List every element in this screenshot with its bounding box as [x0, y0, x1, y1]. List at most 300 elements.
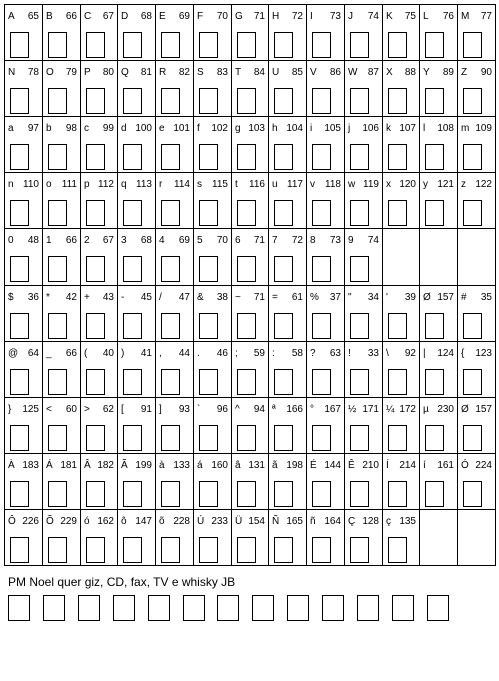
glyph-box: [388, 313, 407, 339]
glyph-char: 7: [272, 235, 278, 246]
glyph-cell: [43, 286, 81, 342]
glyph-code: 79: [65, 67, 77, 78]
glyph-code: 40: [102, 348, 114, 359]
glyph-label: [121, 515, 152, 528]
glyph-label: [121, 234, 152, 247]
glyph-code: 38: [216, 292, 228, 303]
glyph-label: [8, 66, 39, 79]
glyph-code: 101: [173, 123, 190, 134]
glyph-code: 66: [65, 348, 77, 359]
glyph-box: [123, 256, 142, 282]
glyph-char: t: [235, 179, 238, 190]
glyph-char: @: [8, 348, 19, 359]
glyph-cell: [307, 510, 345, 566]
glyph-code: 230: [437, 404, 454, 415]
glyph-label: [461, 66, 492, 79]
glyph-code: 131: [248, 460, 265, 471]
glyph-code: 61: [291, 292, 303, 303]
glyph-code: 34: [367, 292, 379, 303]
glyph-code: 70: [216, 235, 228, 246]
glyph-cell: [118, 5, 156, 61]
glyph-box: [86, 32, 105, 58]
glyph-char: l: [423, 123, 426, 134]
glyph-cell: [383, 5, 420, 61]
glyph-char: O: [46, 67, 54, 78]
glyph-cell: [232, 117, 269, 173]
glyph-box: [199, 369, 218, 395]
glyph-box: [10, 200, 29, 226]
glyph-code: 82: [178, 67, 190, 78]
glyph-label: [46, 515, 77, 528]
glyph-label: [235, 347, 265, 360]
glyph-cell: [307, 342, 345, 398]
glyph-label: [423, 403, 454, 416]
glyph-char: +: [84, 292, 90, 303]
glyph-label: [8, 291, 39, 304]
glyph-label: [197, 347, 228, 360]
glyph-box: [274, 369, 293, 395]
glyph-label: [272, 291, 303, 304]
glyph-code: 210: [362, 460, 379, 471]
glyph-box: [161, 200, 180, 226]
glyph-code: 198: [286, 460, 303, 471]
glyph-code: 63: [329, 348, 341, 359]
glyph-char: É: [310, 460, 317, 471]
glyph-box: [237, 200, 256, 226]
glyph-code: 181: [60, 460, 77, 471]
glyph-char: p: [84, 179, 90, 190]
glyph-char: 5: [197, 235, 203, 246]
glyph-cell: [307, 61, 345, 117]
glyph-box: [123, 88, 142, 114]
glyph-code: 64: [27, 348, 39, 359]
glyph-char: s: [197, 179, 202, 190]
glyph-cell: [118, 117, 156, 173]
glyph-label: [8, 10, 39, 23]
glyph-label: [46, 66, 77, 79]
glyph-code: 171: [362, 404, 379, 415]
glyph-label: [348, 291, 379, 304]
glyph-box: [463, 88, 482, 114]
glyph-code: 71: [253, 292, 265, 303]
glyph-char: ': [386, 292, 388, 303]
glyph-code: 147: [135, 516, 152, 527]
glyph-label: [386, 10, 416, 23]
glyph-code: 70: [216, 11, 228, 22]
glyph-box: [312, 369, 331, 395]
glyph-code: 60: [65, 404, 77, 415]
glyph-cell: [420, 173, 458, 229]
glyph-label: [348, 515, 379, 528]
glyph-cell: [232, 5, 269, 61]
glyph-code: 36: [27, 292, 39, 303]
glyph-code: 96: [216, 404, 228, 415]
glyph-code: 226: [22, 516, 39, 527]
glyph-label: [235, 178, 265, 191]
glyph-box: [48, 313, 67, 339]
glyph-label: [197, 66, 228, 79]
glyph-code: 97: [27, 123, 39, 134]
glyph-char: a: [8, 123, 14, 134]
glyph-box: [86, 537, 105, 563]
glyph-cell: [420, 117, 458, 173]
glyph-code: 71: [253, 11, 265, 22]
glyph-box: [274, 200, 293, 226]
glyph-box: [237, 256, 256, 282]
glyph-box: [48, 256, 67, 282]
glyph-cell: [345, 342, 383, 398]
glyph-char: !: [348, 348, 351, 359]
glyph-box: [10, 481, 29, 507]
glyph-box: [463, 200, 482, 226]
glyph-char: À: [8, 460, 15, 471]
glyph-label: [235, 122, 265, 135]
glyph-char: 3: [121, 235, 127, 246]
glyph-cell: [458, 5, 496, 61]
glyph-label: [121, 10, 152, 23]
glyph-box: [237, 32, 256, 58]
glyph-char: Ã: [121, 460, 128, 471]
glyph-box: [86, 200, 105, 226]
sample-box: [392, 595, 414, 621]
glyph-label: [159, 178, 190, 191]
glyph-char: K: [386, 11, 393, 22]
glyph-label: [46, 234, 77, 247]
glyph-label: [310, 459, 341, 472]
glyph-box: [86, 481, 105, 507]
glyph-cell: [458, 229, 496, 286]
glyph-code: 83: [216, 67, 228, 78]
glyph-label: [46, 291, 77, 304]
glyph-label: [461, 403, 492, 416]
glyph-char: y: [423, 179, 428, 190]
glyph-char: 6: [235, 235, 241, 246]
glyph-box: [199, 313, 218, 339]
glyph-box: [463, 425, 482, 451]
glyph-code: 72: [291, 11, 303, 22]
glyph-box: [161, 537, 180, 563]
glyph-label: [461, 178, 492, 191]
glyph-label: [159, 347, 190, 360]
glyph-box: [274, 537, 293, 563]
glyph-code: 182: [97, 460, 114, 471]
glyph-cell: [194, 342, 232, 398]
glyph-code: 73: [329, 11, 341, 22]
glyph-label: [84, 403, 114, 416]
glyph-box: [312, 200, 331, 226]
glyph-char: ,: [159, 348, 162, 359]
glyph-box: [161, 144, 180, 170]
glyph-box: [350, 313, 369, 339]
glyph-label: [84, 515, 114, 528]
glyph-cell: [420, 61, 458, 117]
glyph-code: 112: [98, 179, 114, 190]
glyph-cell: [420, 5, 458, 61]
glyph-label: [386, 291, 416, 304]
glyph-char: ¼: [386, 404, 395, 415]
glyph-code: 93: [178, 404, 190, 415]
glyph-char: ]: [159, 404, 162, 415]
glyph-code: 73: [329, 235, 341, 246]
glyph-label: [461, 347, 492, 360]
glyph-cell: [194, 229, 232, 286]
glyph-char: ô: [121, 516, 127, 527]
glyph-cell: [5, 229, 43, 286]
glyph-code: 44: [178, 348, 190, 359]
glyph-code: 128: [362, 516, 379, 527]
glyph-char: k: [386, 123, 391, 134]
glyph-label: [159, 234, 190, 247]
glyph-cell: [458, 61, 496, 117]
glyph-char: 2: [84, 235, 90, 246]
glyph-cell: [307, 117, 345, 173]
glyph-label: [84, 291, 114, 304]
glyph-char: >: [84, 404, 90, 415]
glyph-box: [237, 537, 256, 563]
glyph-label: [310, 403, 341, 416]
glyph-box: [10, 425, 29, 451]
glyph-box: [312, 425, 331, 451]
glyph-label: [386, 347, 416, 360]
glyph-code: 233: [211, 516, 228, 527]
glyph-label: [235, 403, 265, 416]
glyph-code: 111: [61, 179, 77, 190]
glyph-code: 214: [399, 460, 416, 471]
glyph-char: í: [423, 460, 426, 471]
glyph-code: 224: [475, 460, 492, 471]
glyph-box: [10, 88, 29, 114]
glyph-char: r: [159, 179, 163, 190]
glyph-box: [237, 88, 256, 114]
glyph-label: [386, 178, 416, 191]
glyph-box: [199, 256, 218, 282]
glyph-cell: [232, 342, 269, 398]
glyph-label: [272, 234, 303, 247]
glyph-box: [123, 32, 142, 58]
glyph-char: ½: [348, 404, 357, 415]
glyph-char: G: [235, 11, 243, 22]
glyph-code: 122: [475, 179, 492, 190]
glyph-code: 59: [253, 348, 265, 359]
glyph-cell: [156, 454, 194, 510]
glyph-char: L: [423, 11, 429, 22]
glyph-label: [235, 66, 265, 79]
glyph-code: 66: [65, 11, 77, 22]
glyph-label: [159, 10, 190, 23]
glyph-label: [461, 122, 492, 135]
glyph-code: 166: [286, 404, 303, 415]
glyph-char: j: [348, 123, 351, 134]
glyph-cell: [458, 173, 496, 229]
glyph-code: 78: [27, 67, 39, 78]
glyph-box: [312, 32, 331, 58]
glyph-cell: [458, 117, 496, 173]
glyph-code: 75: [404, 11, 416, 22]
glyph-cell: [345, 229, 383, 286]
glyph-char: â: [235, 460, 241, 471]
glyph-label: [121, 403, 152, 416]
glyph-box: [350, 88, 369, 114]
glyph-label: [197, 122, 228, 135]
glyph-box: [350, 425, 369, 451]
glyph-char: °: [310, 404, 314, 415]
glyph-char: J: [348, 11, 353, 22]
glyph-label: [272, 66, 303, 79]
glyph-char: &: [197, 292, 204, 303]
glyph-cell: [345, 398, 383, 454]
glyph-label: [46, 347, 77, 360]
glyph-code: 35: [480, 292, 492, 303]
glyph-cell: [345, 286, 383, 342]
glyph-cell: [307, 229, 345, 286]
glyph-box: [123, 425, 142, 451]
glyph-code: 133: [173, 460, 190, 471]
glyph-label: [310, 66, 341, 79]
glyph-box: [274, 32, 293, 58]
glyph-char: i: [310, 123, 313, 134]
glyph-code: 85: [291, 67, 303, 78]
glyph-box: [312, 481, 331, 507]
glyph-code: 124: [437, 348, 454, 359]
glyph-label: [84, 459, 114, 472]
glyph-label: [310, 178, 341, 191]
glyph-char: h: [272, 123, 278, 134]
glyph-label: [348, 10, 379, 23]
glyph-code: 157: [475, 404, 492, 415]
glyph-char: n: [8, 179, 14, 190]
glyph-char: -: [121, 292, 125, 303]
glyph-label: [310, 234, 341, 247]
glyph-cell: [118, 342, 156, 398]
glyph-box: [237, 425, 256, 451]
sample-box: [43, 595, 65, 621]
glyph-cell: [383, 510, 420, 566]
glyph-cell: [269, 398, 307, 454]
glyph-cell: [156, 510, 194, 566]
glyph-cell: [156, 61, 194, 117]
glyph-cell: [383, 229, 420, 286]
glyph-char: Ú: [197, 516, 205, 527]
glyph-char: C: [84, 11, 92, 22]
glyph-cell: [383, 454, 420, 510]
glyph-char: x: [386, 179, 391, 190]
glyph-label: [423, 122, 454, 135]
glyph-code: 110: [23, 179, 39, 190]
glyph-label: [121, 122, 152, 135]
glyph-cell: [118, 510, 156, 566]
glyph-cell: [118, 286, 156, 342]
glyph-cell: [307, 398, 345, 454]
glyph-char: d: [121, 123, 127, 134]
glyph-box: [388, 537, 407, 563]
glyph-box: [10, 256, 29, 282]
glyph-cell: [345, 5, 383, 61]
glyph-char: Ü: [235, 516, 243, 527]
glyph-char: q: [121, 179, 127, 190]
glyph-cell: [81, 229, 118, 286]
glyph-label: [159, 515, 190, 528]
glyph-cell: [194, 117, 232, 173]
glyph-label: [386, 515, 416, 528]
glyph-box: [463, 32, 482, 58]
glyph-box: [199, 88, 218, 114]
glyph-box: [161, 32, 180, 58]
glyph-label: [46, 122, 77, 135]
glyph-code: 116: [249, 179, 265, 190]
glyph-code: 77: [480, 11, 492, 22]
glyph-code: 72: [291, 235, 303, 246]
glyph-box: [388, 144, 407, 170]
glyph-box: [274, 88, 293, 114]
glyph-code: 47: [178, 292, 190, 303]
glyph-code: 43: [102, 292, 114, 303]
sample-box: [217, 595, 239, 621]
glyph-cell: [118, 61, 156, 117]
glyph-label: [348, 459, 379, 472]
glyph-cell: [156, 286, 194, 342]
glyph-box: [425, 200, 444, 226]
glyph-code: 42: [65, 292, 77, 303]
glyph-char: X: [386, 67, 393, 78]
glyph-box: [312, 88, 331, 114]
glyph-box: [10, 313, 29, 339]
glyph-cell: [269, 61, 307, 117]
glyph-cell: [345, 117, 383, 173]
glyph-cell: [81, 117, 118, 173]
glyph-box: [199, 425, 218, 451]
glyph-label: [386, 66, 416, 79]
glyph-code: 108: [437, 123, 454, 134]
glyph-cell: [269, 342, 307, 398]
glyph-code: 109: [475, 123, 492, 134]
glyph-box: [199, 32, 218, 58]
glyph-label: [423, 291, 454, 304]
glyph-char: \: [386, 348, 389, 359]
glyph-label: [84, 234, 114, 247]
glyph-char: e: [159, 123, 165, 134]
glyph-label: [159, 291, 190, 304]
sample-box: [148, 595, 170, 621]
glyph-cell: [81, 286, 118, 342]
glyph-code: 100: [135, 123, 152, 134]
glyph-box: [10, 369, 29, 395]
glyph-cell: [420, 454, 458, 510]
glyph-cell: [81, 5, 118, 61]
glyph-box: [388, 88, 407, 114]
glyph-cell: [458, 454, 496, 510]
glyph-cell: [5, 510, 43, 566]
glyph-label: [423, 459, 454, 472]
glyph-label: [423, 347, 454, 360]
glyph-cell: [383, 398, 420, 454]
glyph-code: 118: [325, 179, 341, 190]
glyph-label: [197, 291, 228, 304]
glyph-box: [425, 425, 444, 451]
glyph-char: µ: [423, 404, 429, 415]
glyph-cell: [5, 61, 43, 117]
glyph-label: [84, 122, 114, 135]
glyph-char: Ø: [461, 404, 469, 415]
glyph-cell: [269, 286, 307, 342]
glyph-cell: [81, 61, 118, 117]
sample-sentence: PM Noel quer giz, CD, fax, TV e whisky JB: [8, 575, 236, 589]
glyph-code: 58: [291, 348, 303, 359]
glyph-char: à: [159, 460, 165, 471]
glyph-code: 106: [362, 123, 379, 134]
glyph-char: M: [461, 11, 470, 22]
glyph-cell: [420, 398, 458, 454]
glyph-label: [272, 122, 303, 135]
